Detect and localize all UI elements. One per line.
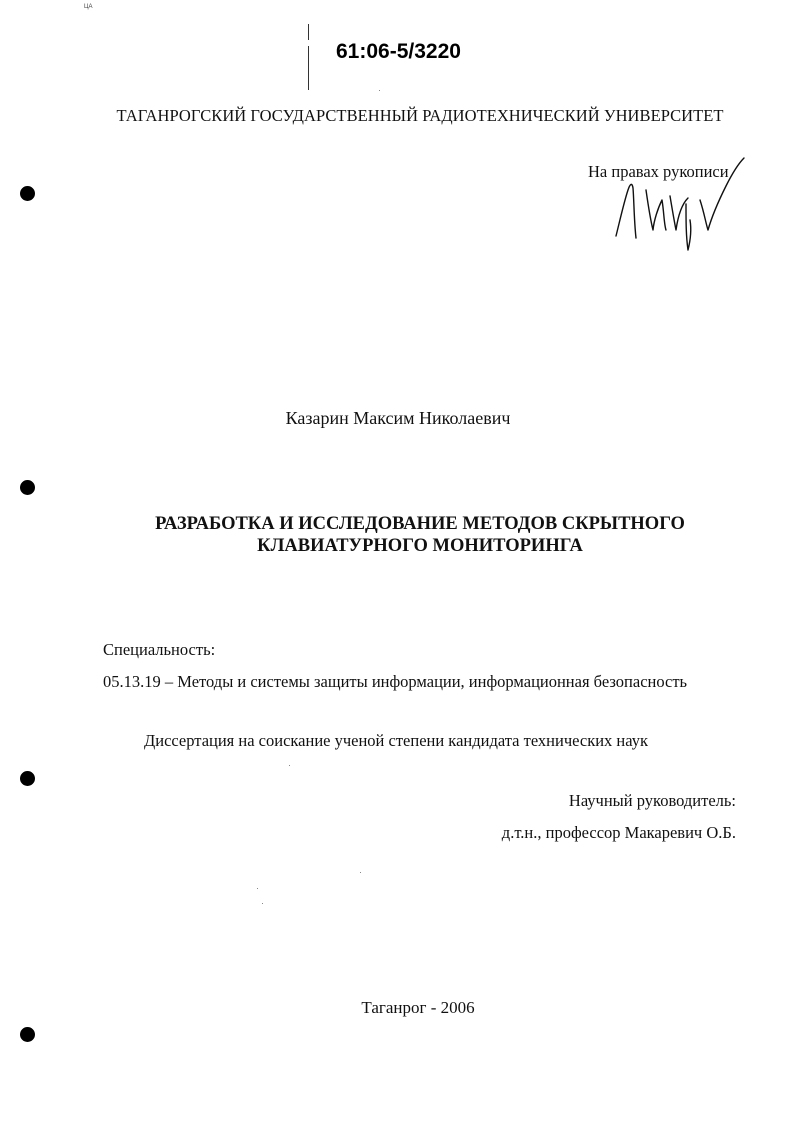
signature-icon — [606, 150, 756, 260]
archive-code: 61:06-5/3220 — [336, 40, 461, 63]
dissertation-degree: Диссертация на соискание ученой степени кандидата технических наук — [144, 731, 648, 750]
title-line-2: КЛАВИАТУРНОГО МОНИТОРИНГА — [257, 536, 583, 556]
scan-speck — [379, 90, 380, 91]
punch-hole — [20, 1027, 35, 1042]
specialty-value: 05.13.19 – Методы и системы защиты информации, информационная безопасность — [103, 672, 688, 691]
stamp-line-bottom — [308, 46, 309, 90]
scan-speck — [257, 888, 258, 889]
title-line-1: РАЗРАБОТКА И ИССЛЕДОВАНИЕ МЕТОДОВ СКРЫТНОГО — [155, 514, 685, 534]
scan-speck — [360, 872, 361, 873]
rights-notice: На правах рукописи — [588, 162, 729, 181]
stamp-line-top — [308, 24, 309, 40]
city-year: Таганрог - 2006 — [361, 998, 475, 1017]
scan-speck — [262, 903, 263, 904]
specialty-label: Специальность: — [103, 640, 216, 659]
supervisor-label: Научный руководитель: — [568, 791, 736, 810]
university-name: ТАГАНРОГСКИЙ ГОСУДАРСТВЕННЫЙ РАДИОТЕХНИЧЕСКИЙ УНИВЕРСИТЕТ — [116, 106, 724, 125]
supervisor-name: д.т.н., профессор Макаревич О.Б. — [501, 823, 736, 842]
punch-hole — [20, 186, 35, 201]
punch-hole — [20, 771, 35, 786]
punch-hole — [20, 480, 35, 495]
scan-mark: ЦА — [84, 4, 93, 10]
dissertation-title — [22, 513, 796, 557]
author-name: Казарин Максим Николаевич — [285, 408, 511, 428]
scan-speck — [289, 765, 290, 766]
